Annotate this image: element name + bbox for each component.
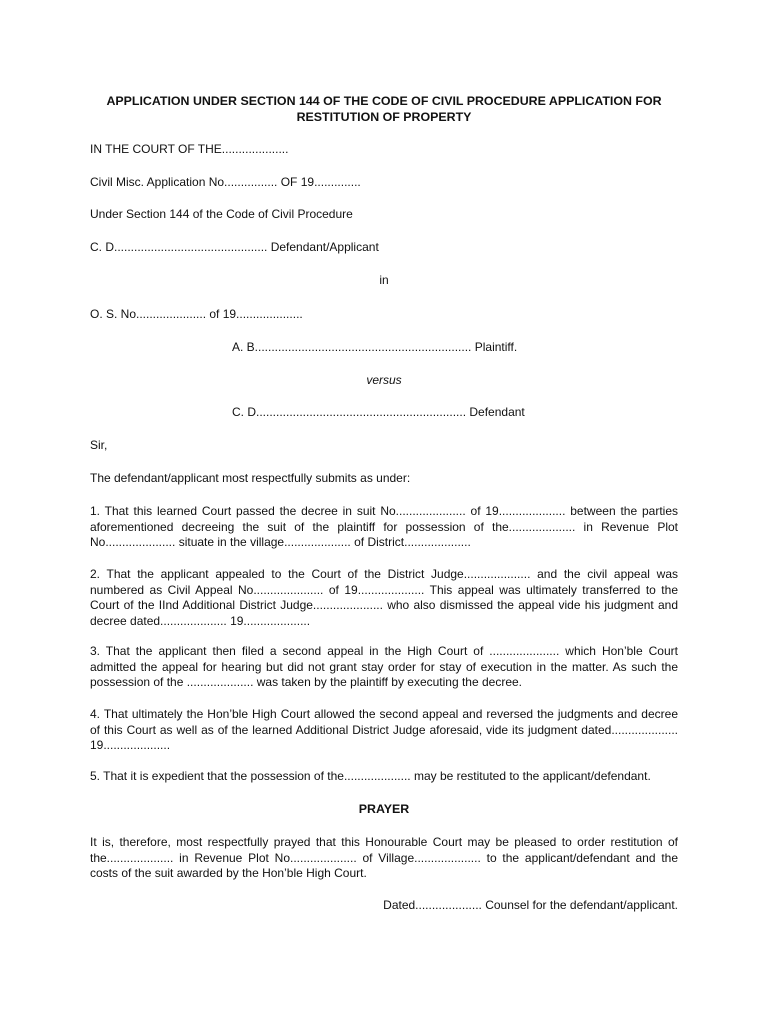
in-line: in: [379, 273, 389, 287]
versus-line: versus: [366, 373, 402, 387]
paragraph-3: 3. That the applicant then filed a second appeal in the High Court of ..................... which Hon’ble Court admitted the appeal for hearing but did not grant stay order for stay of execution in the matter. As such the possession of the .................... was taken by the plaintiff by executing the decree.: [90, 644, 678, 689]
section-line: Under Section 144 of the Code of Civil Procedure: [90, 207, 353, 221]
plaintiff-line: A. B................................................................. Plaintiff.: [232, 340, 518, 354]
prayer-text: It is, therefore, most respectfully prayed that this Honourable Court may be pleased to order restitution of the.................... in Revenue Plot No.................... of Village.................... to the applicant/defendant and the costs of the suit awarded by the Hon’ble High Court.: [90, 835, 678, 880]
title-line-2: RESTITUTION OF PROPERTY: [296, 110, 472, 124]
paragraph-4: 4. That ultimately the Hon’ble High Court allowed the second appeal and reversed the judgments and decree of this Court as well as of the learned Additional District Judge aforesaid, vide its judgment dated.................... 19....................: [90, 707, 678, 752]
paragraph-5: 5. That it is expedient that the possession of the.................... may be restituted to the applicant/defendant.: [90, 769, 651, 783]
paragraph-1: 1. That this learned Court passed the decree in suit No..................... of 19.................... between the parties aforementioned decreeing the suit of the plaintiff for possession of the.................... in Revenue Plot No..................... situate in the village.................... of District....................: [90, 504, 678, 549]
court-line: IN THE COURT OF THE....................: [90, 142, 289, 156]
intro-line: The defendant/applicant most respectfully submits as under:: [90, 471, 411, 485]
prayer-heading: PRAYER: [358, 802, 410, 816]
title-line-1: APPLICATION UNDER SECTION 144 OF THE CODE OF CIVIL PROCEDURE APPLICATION FOR: [106, 94, 662, 108]
paragraph-2: 2. That the applicant appealed to the Court of the District Judge.................... and the civil appeal was numbered as Civil Appeal No..................... of 19.................... This appeal was ultimately transferred to the Court of the IInd Additional District Judge..................... who also dismissed the appeal vide his judgment and decree dated.................... 19....................: [90, 567, 678, 628]
application-number-line: Civil Misc. Application No................ OF 19..............: [90, 175, 361, 189]
defendant-applicant-line: C. D.............................................. Defendant/Applicant: [90, 240, 379, 254]
defendant-line: C. D............................................................... Defendant: [232, 405, 525, 419]
document-title: [60, 93, 708, 125]
signature-line: Dated.................... Counsel for the defendant/applicant.: [383, 898, 678, 912]
salutation: Sir,: [90, 438, 108, 452]
os-number-line: O. S. No..................... of 19....................: [90, 307, 303, 321]
